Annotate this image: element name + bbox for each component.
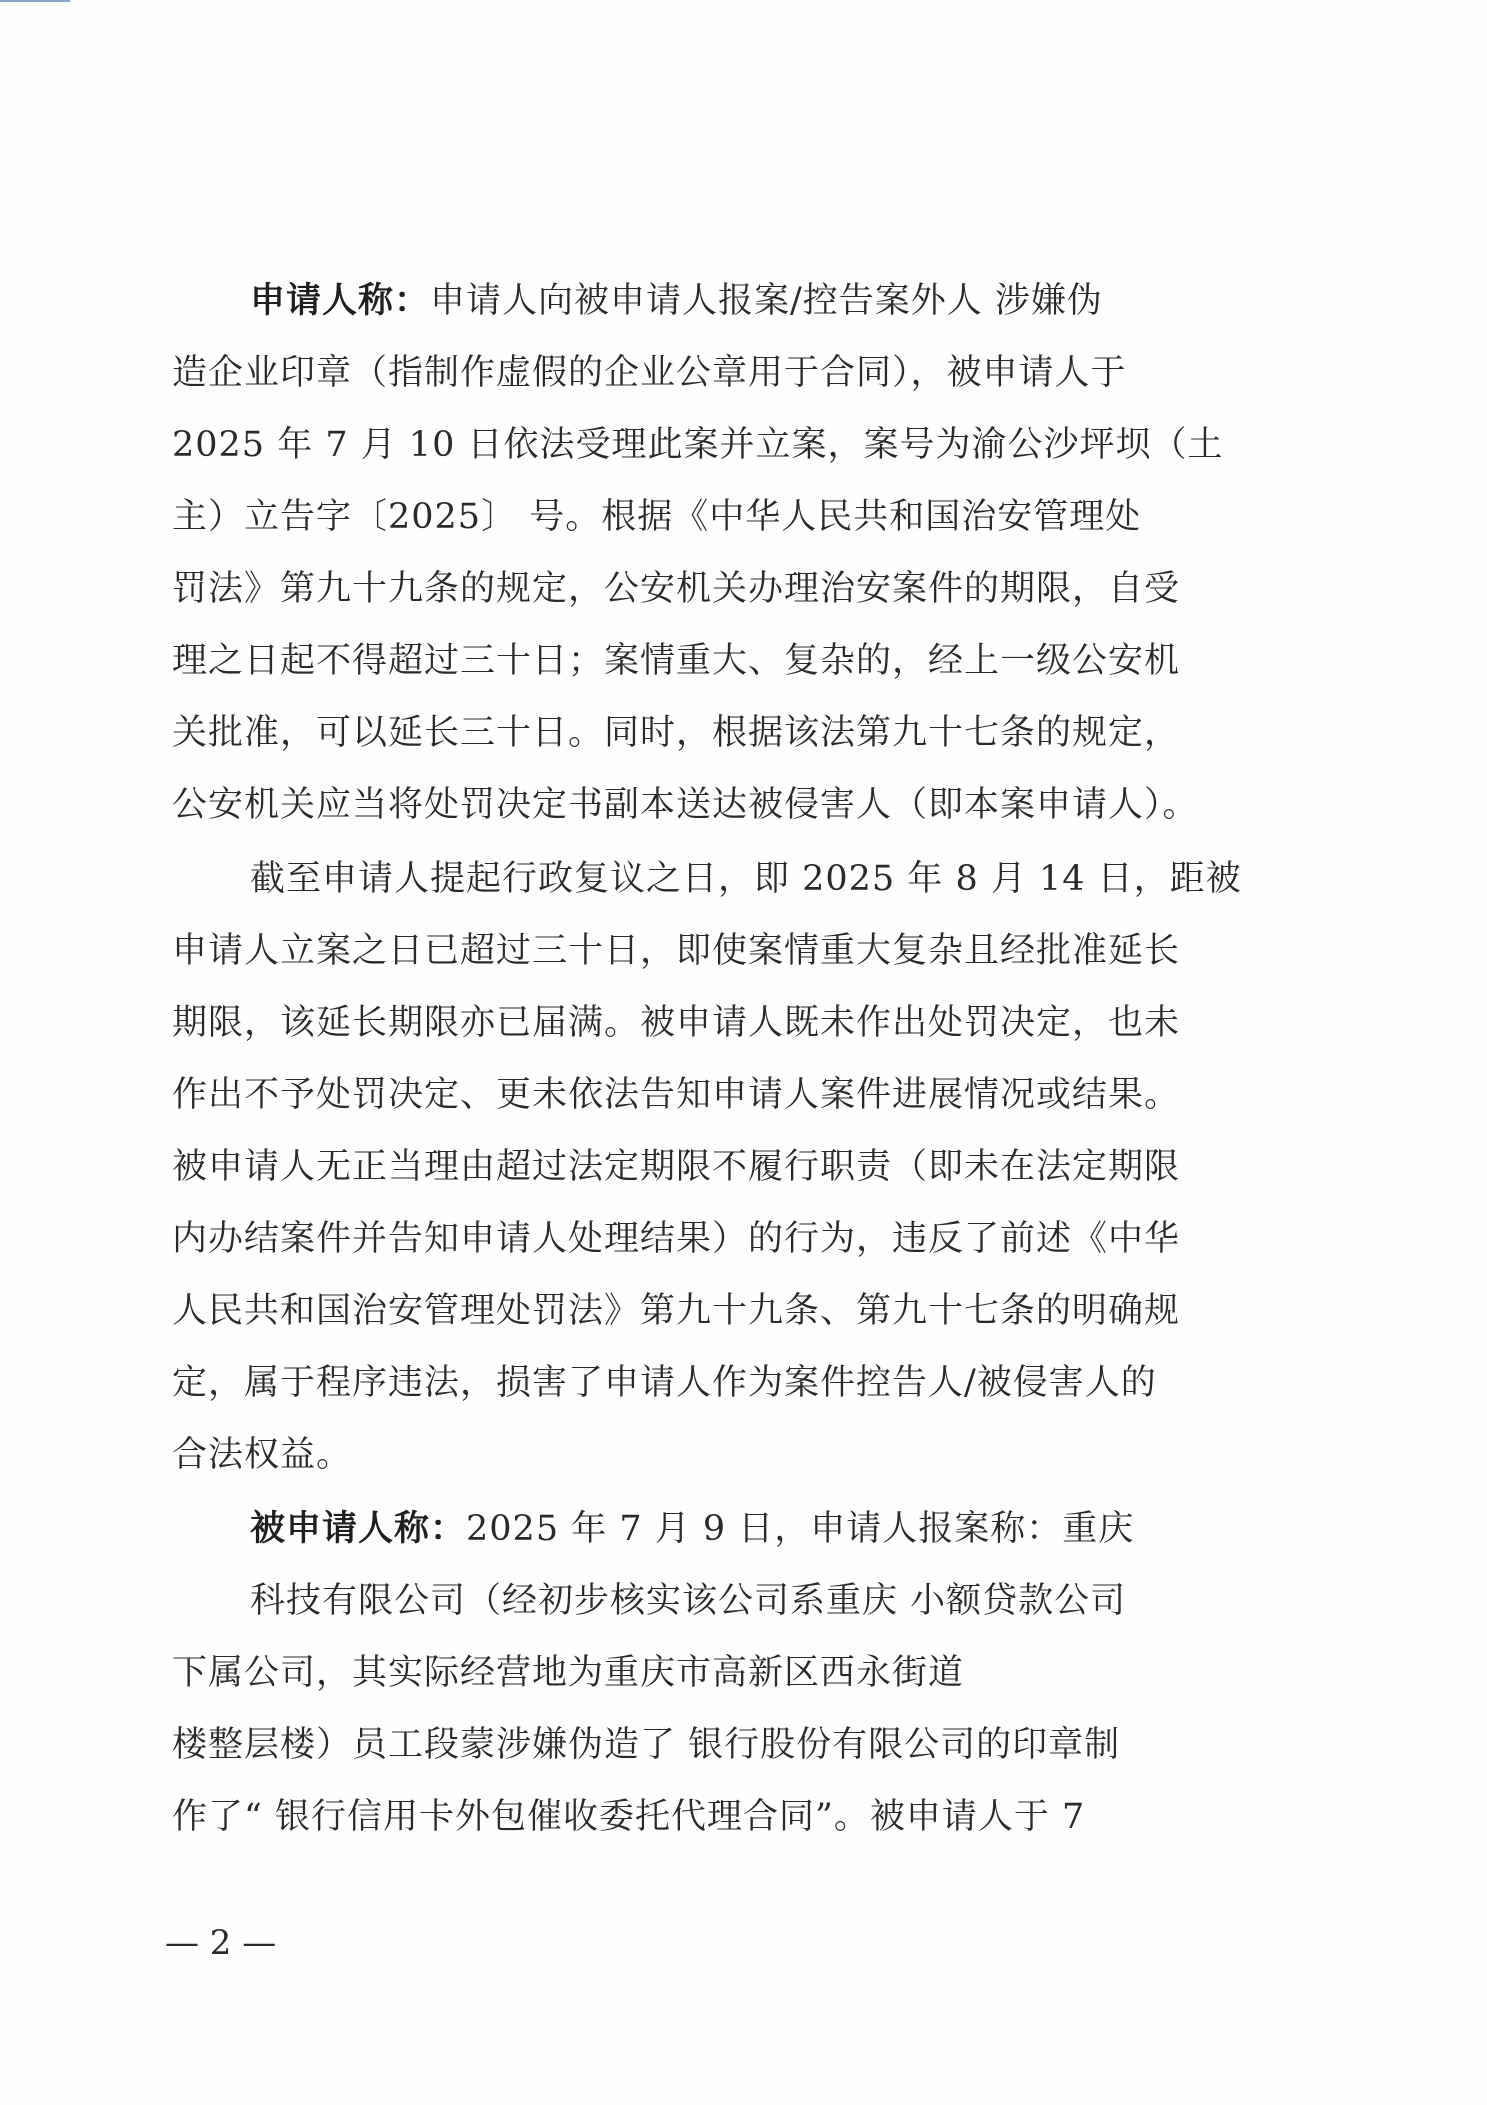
line-text: 合法权益。: [172, 1435, 353, 1475]
body-line: [172, 1427, 352, 1483]
body-line: [250, 1573, 1126, 1629]
body-line: [172, 1139, 1180, 1195]
body-line: [172, 417, 1224, 473]
line-text: 内办结案件并告知申请人处理结果）的行为，违反了前述《中华: [172, 1219, 1181, 1259]
line-text: 造企业印章（指制作虚假的企业公章用于合同），被申请人于: [172, 353, 1127, 393]
body-line: [172, 923, 1180, 979]
line-text: 下属公司，其实际经营地为重庆市高新区西永街道: [172, 1653, 965, 1693]
line-text: 楼整层楼）员工段蒙涉嫌伪造了 银行股份有限公司的印章制: [172, 1725, 1121, 1765]
respondent-heading: 被申请人称：: [250, 1508, 467, 1549]
body-line: [172, 1355, 1157, 1411]
body-line: [172, 1789, 1085, 1845]
line-text: 人民共和国治安管理处罚法》第九十九条、第九十七条的明确规: [172, 1291, 1181, 1331]
line-text: 作出不予处罚决定、更未依法告知申请人案件进展情况或结果。: [172, 1075, 1181, 1115]
body-line: [172, 705, 1180, 761]
line-text: 主）立告字〔2025〕 号。根据《中华人民共和国治安管理处: [172, 497, 1142, 537]
line-text: 罚法》第九十九条的规定，公安机关办理治安案件的期限，自受: [172, 569, 1181, 609]
body-line: [250, 851, 1242, 907]
line-text: 申请人立案之日已超过三十日，即使案情重大复杂且经批准延长: [172, 931, 1181, 971]
page-number: — 2 —: [165, 1923, 277, 1963]
body-line: [172, 1067, 1180, 1123]
line-text: 2025 年 7 月 10 日依法受理此案并立案，案号为渝公沙坪坝（土: [172, 425, 1224, 465]
line-text: 公安机关应当将处罚决定书副本送达被侵害人（即本案申请人）。: [172, 785, 1199, 825]
body-line: [172, 995, 1180, 1051]
line-text: 被申请人无正当理由超过法定期限不履行职责（即未在法定期限: [172, 1147, 1181, 1187]
body-line: [172, 1283, 1180, 1339]
top-edge-mark: [0, 0, 70, 2]
line-text: 关批准，可以延长三十日。同时，根据该法第九十七条的规定，: [172, 713, 1181, 753]
line-text: 作了“ 银行信用卡外包催收委托代理合同”。被申请人于 7: [172, 1797, 1086, 1837]
line-text: 截至申请人提起行政复议之日，即 2025 年 8 月 14 日，距被: [250, 859, 1242, 899]
body-line: [250, 273, 1103, 329]
body-line: [172, 633, 1180, 689]
line-text: 期限，该延长期限亦已届满。被申请人既未作出处罚决定，也未: [172, 1003, 1181, 1043]
body-line: [172, 1211, 1180, 1267]
line-text: 申请人向被申请人报案/控告案外人 涉嫌伪: [430, 281, 1103, 321]
line-text: 定，属于程序违法，损害了申请人作为案件控告人/被侵害人的: [172, 1363, 1157, 1403]
line-text: 2025 年 7 月 9 日，申请人报案称：重庆: [466, 1509, 1135, 1549]
body-line: [250, 1501, 1134, 1557]
body-line: [172, 561, 1180, 617]
body-line: [172, 345, 1127, 401]
body-line: [172, 489, 1141, 545]
line-text: 科技有限公司（经初步核实该公司系重庆 小额贷款公司: [250, 1581, 1127, 1621]
body-line: [172, 1645, 964, 1701]
body-line: [172, 1717, 1120, 1773]
body-line: [172, 777, 1199, 833]
applicant-heading: 申请人称：: [250, 280, 431, 321]
line-text: 理之日起不得超过三十日；案情重大、复杂的，经上一级公安机: [172, 641, 1181, 681]
